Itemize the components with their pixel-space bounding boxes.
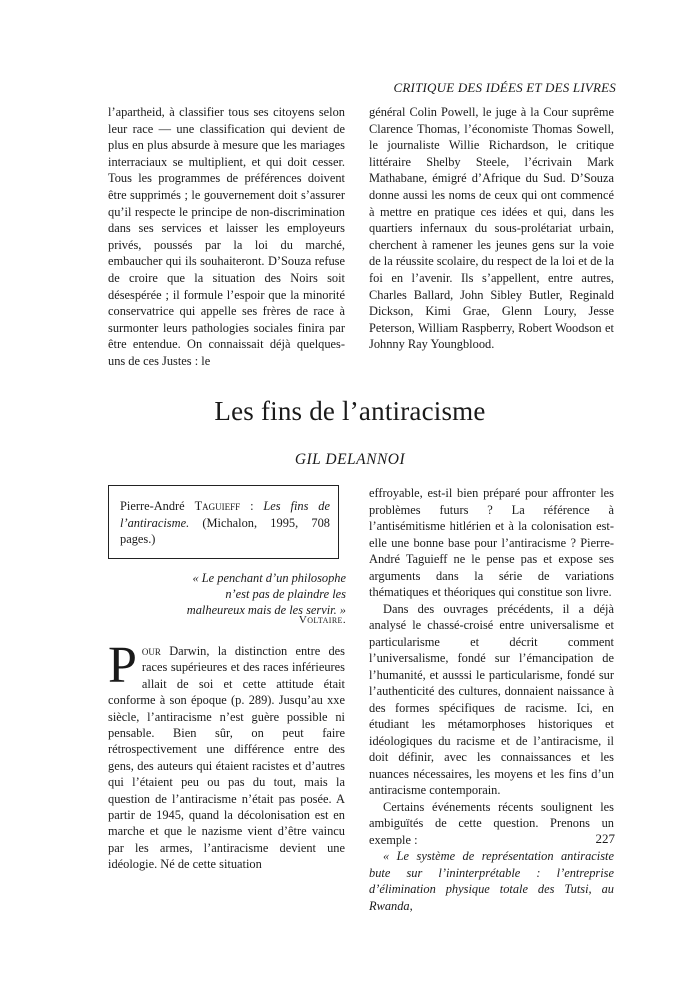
drop-cap: P [108,637,137,694]
body-right-paragraph-2: Dans des ouvrages précédents, il a déjà analysé le chassé-croisé entre universalisme et particularisme et décrit comment l’universalisme, fondé sur l’émancipation de l’humanité, et ausssi le particularisme, fondé sur l’authenticité des cultures, donnaient naissance à des formes spécifiques de racisme. Ici, en étudiant les métamorphoses historiques et idéologiques du racisme et de l’antiracisme, il doit définir, avec les connaissances et les nuances nécessaires, les moyens et les fins d’un antiracisme contemporain. [369,601,614,797]
book-author-first: Pierre-André [120,499,185,513]
article-author: GIL DELANNOI [294,451,406,468]
epigraph-author: Voltaire. [298,614,346,626]
top-left-paragraph: l’apartheid, à classifier tous ses citoyens selon leur race — une classification qui devient de plus en plus absurde à mesure que les mariages interraciaux se multiplient, et qui doit cesser. Tous les programmes de préférences doivent être supprimés ; le gouvernement doit s’assurer qu’il respecte le principe de non-discrimination dans ses services et laisser les employeurs privés, poussés par la loi du marché, embaucher qui ils souhaiteront. D’Souza refuse de croire que la situation des Noirs soit désespérée ; il formule l’espoir que la minorité conservatrice qui appelle ses frères de race à surmonter leurs pathologies sociales finira par être entendue. On connaissait déjà quelques-uns de ces Justes : le [108,105,345,368]
book-details: (Michalon, 1995, 708 pages.) [120,515,330,547]
body-right-paragraph-3: Certains événements récents soulignent les ambiguïtés de cette question. Prenons un exemple : [369,799,614,847]
body-right-paragraph-1: effroyable, est-il bien préparé pour affronter les problèmes futurs ? La référence à l’antisémitisme hitlérien et à la colonisation est-elle une bonne base pour l’antiracisme ? Pierre-André Taguieff ne le pense pas et expose ses arguments dans la série de variations thématiques et théoriques qui constitue son livre. [369,486,614,599]
top-right-column [369,104,614,353]
body-right-quote: « Le système de représentation antiraciste bute sur l’ininterprétable : l’entreprise d’élimination physique totale des Tutsi, au Rwanda, [369,849,614,913]
book-title: Les fins de l’antiracisme. [120,499,330,530]
book-reference-box [108,485,339,559]
book-author-last: Taguieff [194,499,241,513]
page-number: 227 [595,831,615,846]
running-header: CRITIQUE DES IDÉES ET DES LIVRES [393,80,616,95]
epigraph-quote: « Le penchant d’un philosophe n’est pas de plaindre les malheureux mais de les servir. » [186,571,346,617]
first-word-rest: our [141,644,161,658]
body-left-text: Darwin, la distinction entre des races supérieures et des races inférieures allait de soi et cette attitude était conforme à son époque (p. 289). Jusqu’au xxe siècle, l’antiracisme n’est guère possible ni pensable. Bien sûr, on peut faire rétrospectivement une différence entre des gens, des auteurs qui étaient racistes et d’autres qui l’étaient peu ou pas du tout, mais la question de l’antiracisme n’était pas posée. A partir de 1945, quand la décolonisation est en marche et que le nazisme vient d’être vaincu par les armes, l’antiracisme devient une idéologie. Né de cette situation [108,644,345,872]
body-right-column [369,485,614,914]
body-left-column [108,637,345,873]
book-colon: : [240,499,264,513]
top-left-column [108,104,345,370]
top-right-paragraph: général Colin Powell, le juge à la Cour suprême Clarence Thomas, l’économiste Thomas Sowell, le journaliste Willie Richardson, le critique littéraire Shelby Steele, l’écrivain Mark Mathabane, émigré d’Afrique du Sud. D’Souza donne aussi les noms de ceux qui ont commencé à mettre en pratique ces idées et qui, dans les quartiers infernaux du sous-prolétariat urbain, cherchent à ramener les jeunes gens sur la voie de la réussite scolaire, du respect de la loi et de la foi en l’avenir. Ils s’appellent, entre autres, Charles Ballard, John Sibley Butler, Reginald Dickson, Kimi Grae, Glenn Loury, Jesse Peterson, William Raspberry, Robert Woodson et Johnny Ray Youngblood. [369,105,614,352]
article-title: Les fins de l’antiracisme [214,396,486,426]
